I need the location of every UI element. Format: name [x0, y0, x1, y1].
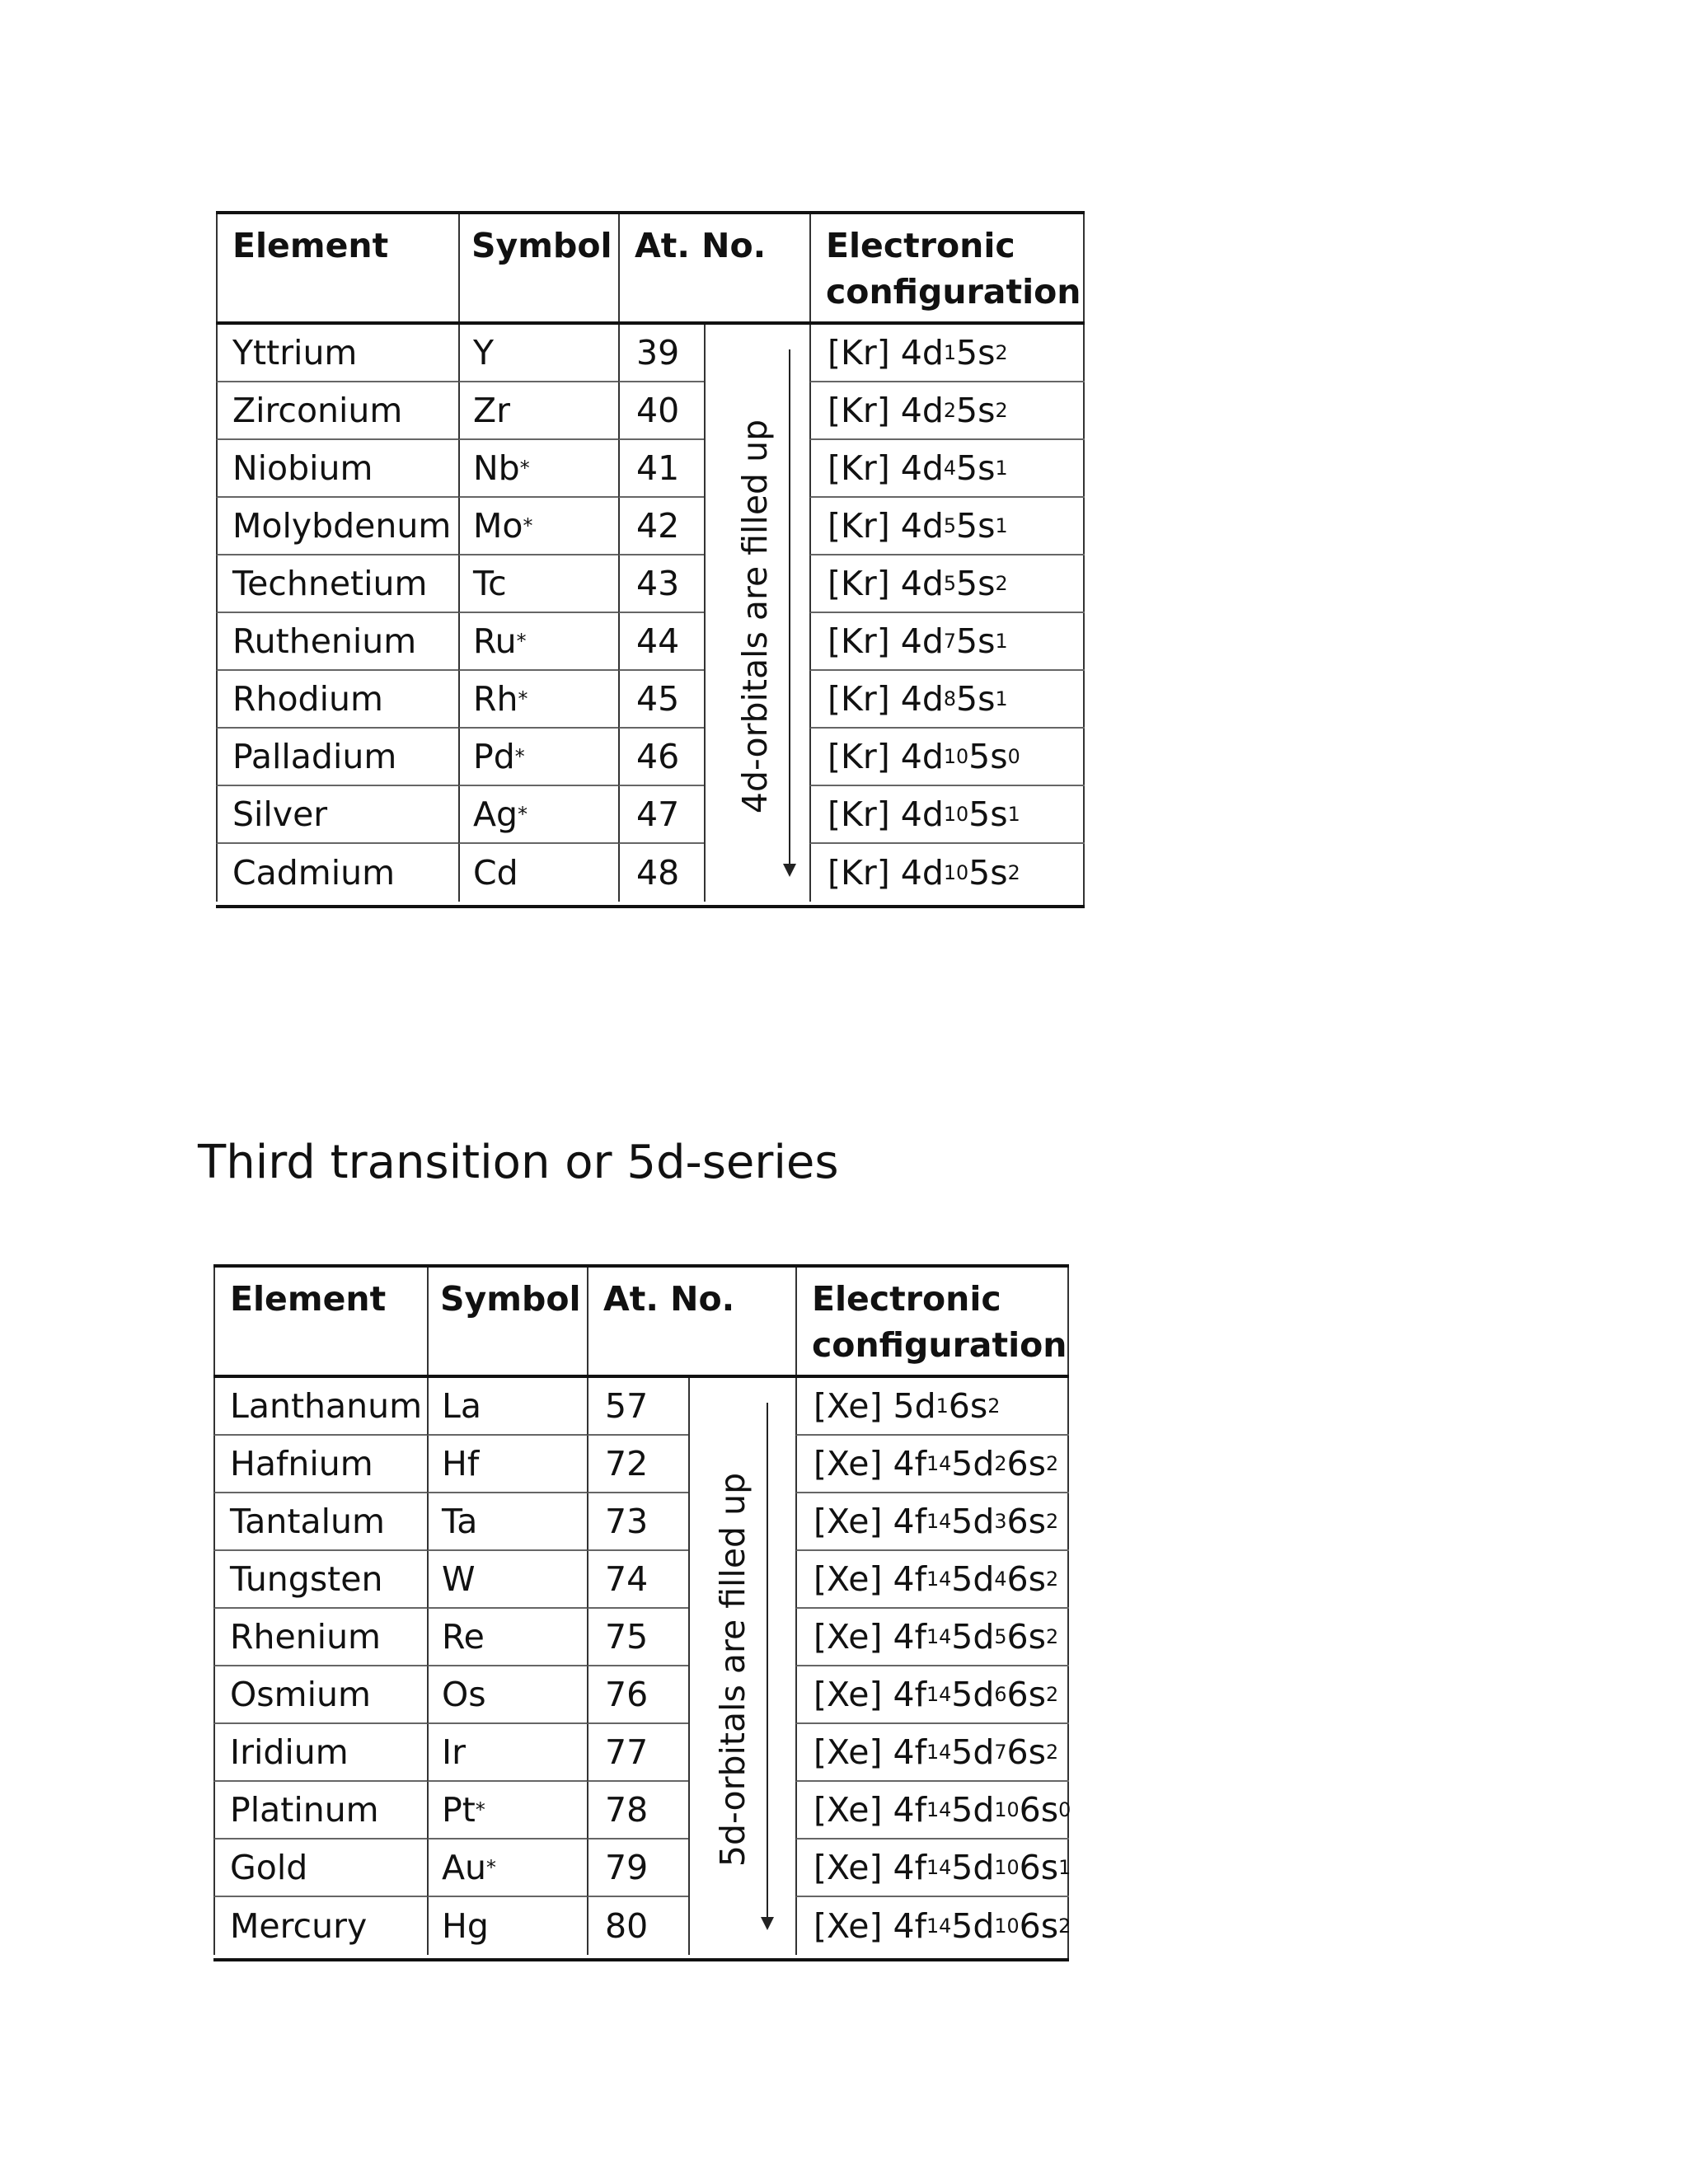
config-orbital: 5s	[956, 333, 996, 373]
cell-element: Niobium	[216, 440, 458, 498]
symbol-text: Au	[442, 1848, 487, 1887]
config-orbital: 4d	[900, 333, 944, 373]
config-orbital: 5d	[951, 1675, 995, 1714]
cell-atomic-number: 41	[618, 440, 704, 498]
cell-symbol	[427, 1666, 587, 1724]
config-orbital: 4d	[900, 391, 944, 430]
config-core: [Kr]	[828, 737, 890, 776]
cell-element: Osmium	[213, 1666, 427, 1724]
config-orbital: 6s	[1006, 1502, 1046, 1541]
cell-symbol	[458, 555, 618, 613]
cell-electronic-configuration: [Xe] 4f 14 5d 5 6s 2	[795, 1609, 1069, 1666]
header-symbol: Symbol	[427, 1268, 587, 1375]
cell-electronic-configuration: [Xe] 4f 14 5d 10 6s 0	[795, 1782, 1069, 1840]
cell-atomic-number: 43	[618, 555, 704, 613]
config-orbital: 4f	[893, 1732, 927, 1772]
down-arrow-icon	[783, 864, 796, 877]
config-orbital: 6s	[1019, 1848, 1059, 1887]
cell-element: Platinum	[213, 1782, 427, 1840]
table-5d-series	[213, 1264, 1069, 1961]
cell-atomic-number: 47	[618, 786, 704, 844]
header-at-no: At. No.	[587, 1268, 795, 1375]
config-orbital: 5s	[968, 794, 1008, 834]
cell-atomic-number: 48	[618, 844, 704, 902]
cell-symbol	[427, 1493, 587, 1551]
cell-electronic-configuration: [Kr] 4d 4 5s 1	[809, 440, 1085, 498]
cell-element: Ruthenium	[216, 613, 458, 671]
config-orbital: 5d	[951, 1559, 995, 1599]
config-core: [Xe]	[814, 1675, 883, 1714]
table-body	[213, 1378, 1069, 1955]
config-orbital: 6s	[1006, 1732, 1046, 1772]
header-at-no: At. No.	[618, 214, 809, 321]
cell-electronic-configuration: [Kr] 4d 5 5s 2	[809, 555, 1085, 613]
config-orbital: 6s	[1006, 1559, 1046, 1599]
config-core: [Xe]	[814, 1732, 883, 1772]
header-config-line1: Electronic	[812, 1279, 1001, 1319]
config-core: [Xe]	[814, 1790, 883, 1830]
cell-atomic-number: 78	[587, 1782, 688, 1840]
side-note-5d: 5d-orbitals are filled up	[713, 1472, 753, 1868]
cell-element: Molybdenum	[216, 498, 458, 555]
cell-symbol: Rh *	[458, 671, 618, 729]
cell-symbol	[458, 325, 618, 382]
config-orbital: 5d	[951, 1906, 995, 1946]
cell-element: Cadmium	[216, 844, 458, 902]
cell-symbol	[427, 1724, 587, 1782]
cell-symbol: Nb *	[458, 440, 618, 498]
section-heading: Third transition or 5d-series	[198, 1136, 839, 1189]
config-orbital: 4d	[900, 853, 944, 893]
config-orbital: 4f	[893, 1617, 927, 1657]
header-electronic-configuration	[795, 1268, 1069, 1375]
cell-symbol	[427, 1436, 587, 1493]
symbol-text: Os	[442, 1675, 486, 1714]
config-orbital: 4f	[893, 1906, 927, 1946]
config-orbital: 4d	[900, 737, 944, 776]
cell-atomic-number: 57	[587, 1378, 688, 1436]
config-orbital: 5s	[956, 564, 996, 603]
cell-element: Mercury	[213, 1897, 427, 1955]
cell-electronic-configuration: [Kr] 4d 1 5s 2	[809, 325, 1085, 382]
config-core: [Xe]	[814, 1386, 883, 1426]
config-orbital: 5s	[956, 391, 996, 430]
cell-element: Rhenium	[213, 1609, 427, 1666]
header-electronic-configuration	[809, 214, 1085, 321]
cell-electronic-configuration: [Kr] 4d 8 5s 1	[809, 671, 1085, 729]
config-orbital: 6s	[1019, 1790, 1059, 1830]
config-orbital: 5s	[968, 853, 1008, 893]
config-core: [Kr]	[828, 853, 890, 893]
table-body	[216, 325, 1085, 902]
cell-symbol	[427, 1551, 587, 1609]
config-orbital: 5d	[951, 1502, 995, 1541]
down-arrow-line	[767, 1403, 768, 1919]
cell-symbol: Pd *	[458, 729, 618, 786]
cell-element: Hafnium	[213, 1436, 427, 1493]
config-orbital: 5d	[951, 1444, 995, 1483]
config-orbital: 6s	[948, 1386, 988, 1426]
cell-atomic-number: 40	[618, 382, 704, 440]
cell-symbol: Ag *	[458, 786, 618, 844]
config-core: [Kr]	[828, 679, 890, 719]
header-config-line2: configuration	[812, 1325, 1067, 1365]
config-orbital: 4d	[900, 621, 944, 661]
cell-symbol	[427, 1609, 587, 1666]
cell-symbol: Mo *	[458, 498, 618, 555]
cell-element: Yttrium	[216, 325, 458, 382]
config-orbital: 4f	[893, 1848, 927, 1887]
cell-symbol: Au *	[427, 1840, 587, 1897]
cell-atomic-number: 77	[587, 1724, 688, 1782]
config-orbital: 4f	[893, 1444, 927, 1483]
symbol-text: W	[442, 1559, 476, 1599]
config-core: [Kr]	[828, 621, 890, 661]
config-core: [Xe]	[814, 1848, 883, 1887]
config-orbital: 5d	[951, 1848, 995, 1887]
config-orbital: 5s	[956, 448, 996, 488]
config-orbital: 5s	[956, 621, 996, 661]
config-orbital: 6s	[1006, 1444, 1046, 1483]
config-orbital: 4d	[900, 679, 944, 719]
cell-electronic-configuration: [Xe] 4f 14 5d 10 6s 2	[795, 1897, 1069, 1955]
header-element: Element	[216, 214, 458, 321]
symbol-text: Tc	[473, 564, 507, 603]
cell-electronic-configuration: [Kr] 4d 10 5s 1	[809, 786, 1085, 844]
cell-symbol	[427, 1378, 587, 1436]
cell-electronic-configuration: [Kr] 4d 10 5s 0	[809, 729, 1085, 786]
cell-atomic-number: 45	[618, 671, 704, 729]
cell-electronic-configuration: [Xe] 4f 14 5d 7 6s 2	[795, 1724, 1069, 1782]
cell-atomic-number: 73	[587, 1493, 688, 1551]
config-orbital: 4f	[893, 1559, 927, 1599]
config-orbital: 5d	[893, 1386, 936, 1426]
cell-electronic-configuration: [Kr] 4d 10 5s 2	[809, 844, 1085, 902]
symbol-text: Ru	[473, 621, 517, 661]
cell-atomic-number: 79	[587, 1840, 688, 1897]
config-core: [Kr]	[828, 333, 890, 373]
config-core: [Xe]	[814, 1906, 883, 1946]
symbol-text: Ir	[442, 1732, 466, 1772]
config-orbital: 5d	[951, 1790, 995, 1830]
cell-electronic-configuration: [Xe] 4f 14 5d 4 6s 2	[795, 1551, 1069, 1609]
config-core: [Xe]	[814, 1502, 883, 1541]
config-orbital: 5d	[951, 1617, 995, 1657]
cell-electronic-configuration: [Xe] 4f 14 5d 10 6s 1	[795, 1840, 1069, 1897]
header-config-line1: Electronic	[826, 226, 1015, 265]
config-core: [Xe]	[814, 1617, 883, 1657]
config-orbital: 4d	[900, 506, 944, 546]
config-orbital: 5s	[956, 506, 996, 546]
cell-element: Tantalum	[213, 1493, 427, 1551]
cell-electronic-configuration: [Kr] 4d 2 5s 2	[809, 382, 1085, 440]
config-orbital: 6s	[1006, 1675, 1046, 1714]
table-4d-series	[216, 211, 1085, 908]
config-core: [Kr]	[828, 506, 890, 546]
config-orbital: 6s	[1006, 1617, 1046, 1657]
symbol-text: La	[442, 1386, 481, 1426]
cell-symbol: Ru *	[458, 613, 618, 671]
symbol-text: Hf	[442, 1444, 480, 1483]
cell-element: Tungsten	[213, 1551, 427, 1609]
symbol-text: Ag	[473, 794, 518, 834]
config-orbital: 5s	[956, 679, 996, 719]
cell-element: Lanthanum	[213, 1378, 427, 1436]
config-orbital: 4d	[900, 448, 944, 488]
symbol-text: Rh	[473, 679, 518, 719]
cell-electronic-configuration: [Kr] 4d 5 5s 1	[809, 498, 1085, 555]
cell-element: Gold	[213, 1840, 427, 1897]
symbol-text: Mo	[473, 506, 523, 546]
cell-atomic-number: 42	[618, 498, 704, 555]
cell-element: Rhodium	[216, 671, 458, 729]
cell-atomic-number: 74	[587, 1551, 688, 1609]
config-orbital: 4d	[900, 564, 944, 603]
config-core: [Xe]	[814, 1559, 883, 1599]
config-core: [Kr]	[828, 391, 890, 430]
cell-atomic-number: 75	[587, 1609, 688, 1666]
config-orbital: 5d	[951, 1732, 995, 1772]
cell-electronic-configuration: [Xe] 4f 14 5d 3 6s 2	[795, 1493, 1069, 1551]
config-core: [Kr]	[828, 564, 890, 603]
config-core: [Kr]	[828, 794, 890, 834]
cell-symbol	[458, 844, 618, 902]
config-orbital: 4f	[893, 1502, 927, 1541]
cell-atomic-number: 46	[618, 729, 704, 786]
config-orbital: 4f	[893, 1675, 927, 1714]
cell-atomic-number: 72	[587, 1436, 688, 1493]
config-core: [Xe]	[814, 1444, 883, 1483]
cell-element: Palladium	[216, 729, 458, 786]
header-symbol: Symbol	[458, 214, 618, 321]
symbol-text: Y	[473, 333, 495, 373]
symbol-text: Pd	[473, 737, 515, 776]
cell-element: Iridium	[213, 1724, 427, 1782]
header-config-line2: configuration	[826, 272, 1081, 312]
symbol-text: Ta	[442, 1502, 478, 1541]
config-orbital: 4f	[893, 1790, 927, 1830]
config-orbital: 4d	[900, 794, 944, 834]
cell-symbol	[458, 382, 618, 440]
config-orbital: 6s	[1019, 1906, 1059, 1946]
config-orbital: 5s	[968, 737, 1008, 776]
cell-symbol	[427, 1897, 587, 1955]
cell-atomic-number: 44	[618, 613, 704, 671]
cell-electronic-configuration: [Xe] 4f 14 5d 6 6s 2	[795, 1666, 1069, 1724]
symbol-text: Re	[442, 1617, 485, 1657]
symbol-text: Cd	[473, 853, 518, 893]
symbol-text: Zr	[473, 391, 510, 430]
cell-electronic-configuration: [Kr] 4d 7 5s 1	[809, 613, 1085, 671]
symbol-text: Pt	[442, 1790, 476, 1830]
down-arrow-icon	[761, 1917, 774, 1930]
cell-atomic-number: 76	[587, 1666, 688, 1724]
down-arrow-line	[789, 349, 790, 865]
symbol-text: Nb	[473, 448, 520, 488]
cell-electronic-configuration: [Xe] 4f 14 5d 2 6s 2	[795, 1436, 1069, 1493]
config-core: [Kr]	[828, 448, 890, 488]
cell-element: Technetium	[216, 555, 458, 613]
symbol-text: Hg	[442, 1906, 489, 1946]
side-note-4d: 4d-orbitals are filled up	[735, 419, 775, 814]
header-element: Element	[213, 1268, 427, 1375]
cell-electronic-configuration: [Xe] 5d 1 6s 2	[795, 1378, 1069, 1436]
cell-atomic-number: 39	[618, 325, 704, 382]
cell-element: Silver	[216, 786, 458, 844]
cell-symbol: Pt *	[427, 1782, 587, 1840]
cell-element: Zirconium	[216, 382, 458, 440]
cell-atomic-number: 80	[587, 1897, 688, 1955]
